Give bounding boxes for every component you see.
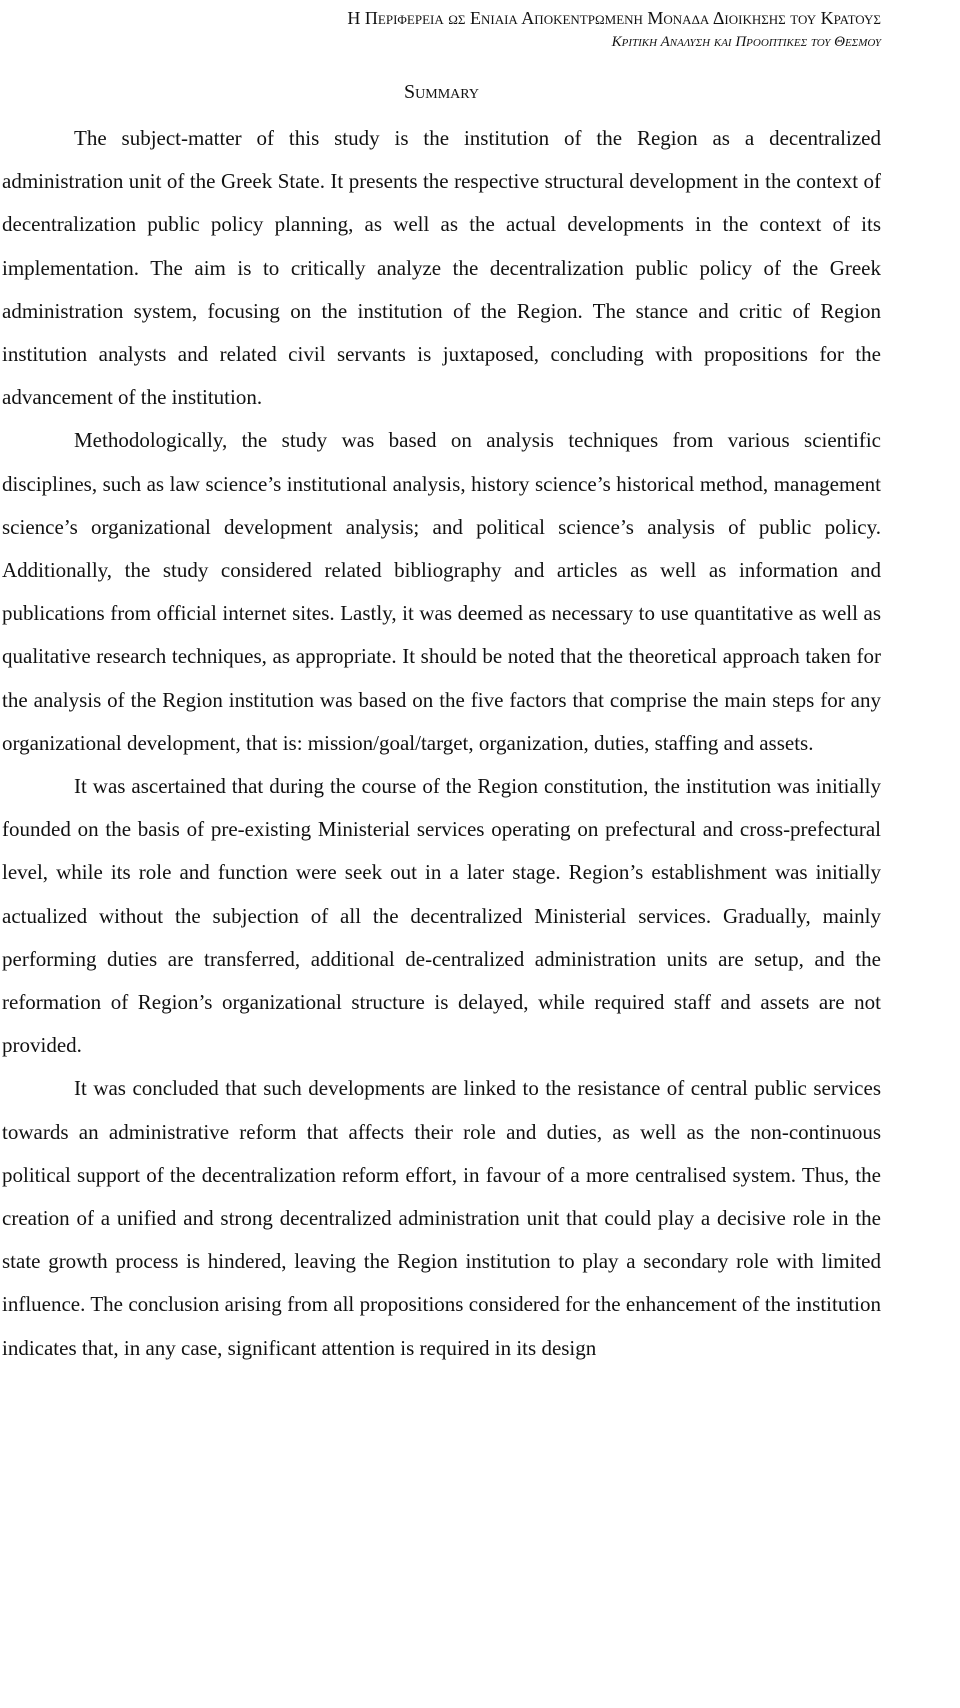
paragraph: It was concluded that such developments are linked to the resistance of central public services towards an administrative reform that affects their role and duties, as well as the non-continuous political support of the decentralization reform effort, in favour of a more centralised system. Thus, the creation of a unified and strong decentralized administration unit that could play a decisive role in the state growth process is hindered, leaving the Region institution to play a secondary role with limited influence. The conclusion arising from all propositions considered for the enhancement of the institution indicates that, in any case, significant attention is required in its design	[2, 1076, 881, 1360]
header-subtitle: Κριτικη Αναλυση και Προοπτικες του Θεσμου	[611, 34, 881, 50]
section-title: Summary	[404, 81, 479, 103]
paragraph: The subject-matter of this study is the institution of the Region as a decentralized administration unit of the Greek State. It presents the respective structural development in the context of decentralization public policy planning, as well as the actual developments in the context of its implementation. The aim is to critically analyze the decentralization public policy of the Greek administration system, focusing on the institution of the Region. The stance and critic of Region institution analysts and related civil servants is juxtaposed, concluding with propositions for the advancement of the institution.	[2, 126, 881, 410]
paragraph: It was ascertained that during the course of the Region constitution, the institution was initially founded on the basis of pre-existing Ministerial services operating on prefectural and cross-prefectural level, while its role and function were seek out in a later stage. Region’s establishment was initially actualized without the subjection of all the decentralized Ministerial services. Gradually, mainly performing duties are transferred, additional de-centralized administration units are setup, and the reformation of Region’s organizational structure is delayed, while required staff and assets are not provided.	[2, 774, 881, 1058]
header-title: Η Περιφερεια ως Ενιαια Αποκεντρωμενη Μοναδα Διοικησης του Κρατους	[347, 8, 881, 28]
summary-body	[2, 117, 881, 1370]
running-header	[2, 0, 881, 54]
paragraph: Methodologically, the study was based on analysis techniques from various scientific disciplines, such as law science’s institutional analysis, history science’s historical method, management science’s organizational development analysis; and political science’s analysis of public policy. Additionally, the study considered related bibliography and articles as well as information and publications from official internet sites. Lastly, it was deemed as necessary to use quantitative as well as qualitative research techniques, as appropriate. It should be noted that the theoretical approach taken for the analysis of the Region institution was based on the five factors that comprise the main steps for any organizational development, that is: mission/goal/target, organization, duties, staffing and assets.	[2, 428, 881, 755]
